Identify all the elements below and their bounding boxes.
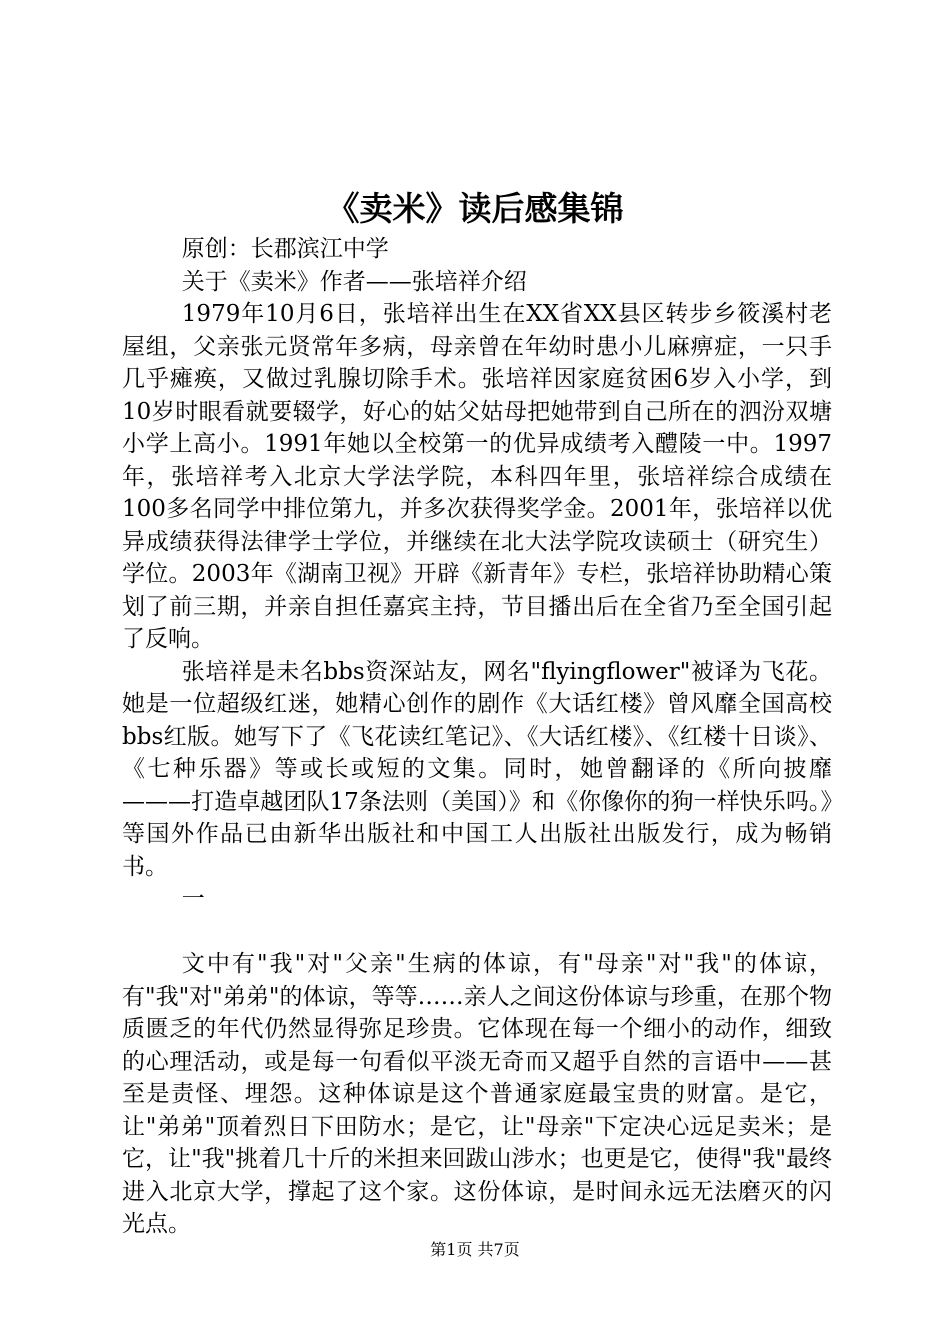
biography-paragraph: 1979年10月6日，张培祥出生在XX省XX县区转步乡筱溪村老屋组，父亲张元贤常年多病，母亲曾在年幼时患小儿麻痹症，一只手几乎瘫痪，又做过乳腺切除手术。张培祥因家庭贫困6岁入小学，到10岁时眼看就要辍学，好心的姑父姑母把她带到自己所在的泗汾双塘小学上高小。1991年她以全校第一的优异成绩考入醴陵一中。1997年，张培祥考入北京大学法学院，本科四年里，张培祥综合成绩在100多名同学中排位第九，并多次获得奖学金。2001年，张培祥以优异成绩获得法律学士学位，并继续在北大法学院攻读硕士（研究生）学位。2003年《湖南卫视》开辟《新青年》专栏，张培祥协助精心策划了前三期，并亲自担任嘉宾主持，节目播出后在全省乃至全国引起了反响。	[122, 301, 832, 652]
document-title: 《卖米》读后感集锦	[326, 189, 624, 228]
author-line: 原创：长郡滨江中学	[181, 236, 389, 262]
page-footer: 第1页 共7页	[430, 1240, 520, 1259]
reflection-paragraph: 文中有"我"对"父亲"生病的体谅，有"母亲"对"我"的体谅，有"我"对"弟弟"的体谅，等等……亲人之间这份体谅与珍重，在那个物质匮乏的年代仍然显得弥足珍贵。它体现在每一个细小的动作，细致的心理活动，或是每一句看似平淡无奇而又超乎自然的言语中——甚至是责怪、埋怨。这种体谅是这个普通家庭最宝贵的财富。是它，让"弟弟"顶着烈日下田防水；是它，让"母亲"下定决心远足卖米；是它，让"我"挑着几十斤的米担来回跋山涉水；也更是它，使得"我"最终进入北京大学，撑起了这个家。这份体谅，是时间永远无法磨灭的闪光点。	[122, 951, 832, 1237]
blank-line	[122, 916, 832, 949]
online-works-paragraph: 张培祥是未名bbs资深站友，网名"flyingflower"被译为飞花。她是一位超级红迷，她精心创作的剧作《大话红楼》曾风靡全国高校bbs红版。她写下了《飞花读红笔记》、《大话红楼》、《红楼十日谈》、《七种乐器》等或长或短的文集。同时，她曾翻译的《所向披靡———打造卓越团队17条法则（美国）》和《你像你的狗一样快乐吗。》等国外作品已由新华出版社和中国工人出版社出版发行，成为畅销书。	[122, 658, 832, 880]
document-body	[122, 233, 832, 1241]
section-number: 一	[181, 886, 205, 912]
section-heading: 关于《卖米》作者——张培祥介绍	[181, 268, 527, 295]
